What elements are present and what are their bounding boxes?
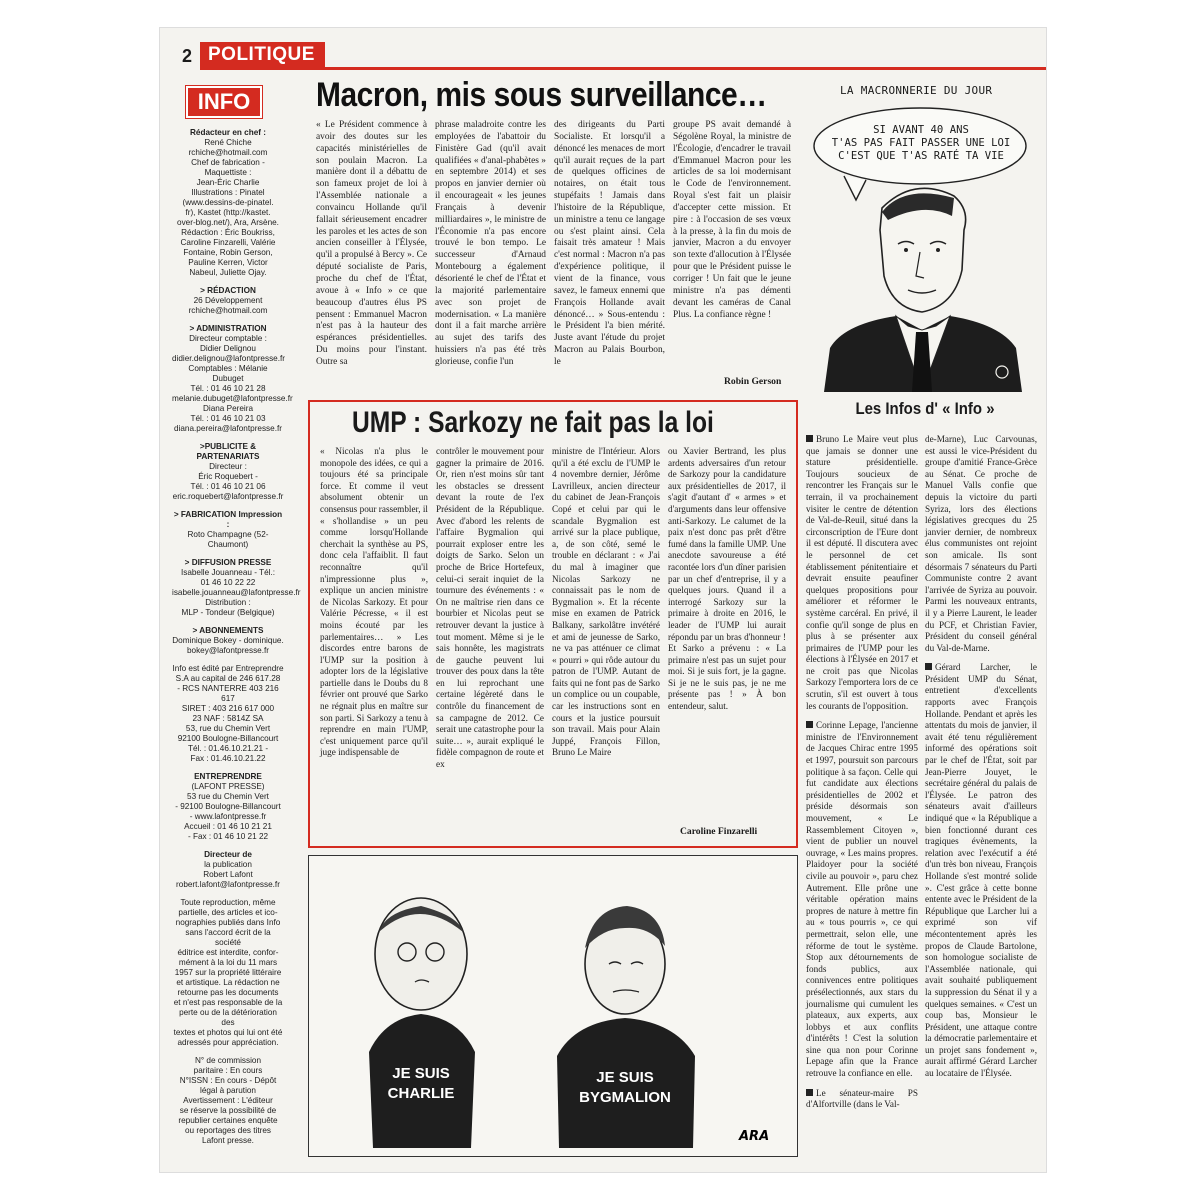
masthead-line: sans l'accord écrit de la société — [185, 928, 271, 947]
masthead-line: Comptables : Mélanie Dubuget — [188, 364, 268, 383]
masthead-line: Tél. : 01 46 10 21 03 — [190, 414, 266, 423]
masthead-line: > ABONNEMENTS — [192, 626, 264, 635]
bullet-icon — [806, 1089, 813, 1096]
masthead-line: Distribution : — [205, 598, 251, 607]
masthead-line: Maquettiste : — [204, 168, 252, 177]
masthead-line: didier.delignou@lafontpresse.fr — [172, 354, 285, 363]
masthead-line: > DIFFUSION PRESSE — [184, 558, 272, 567]
masthead-line: rchiche@hotmail.com — [188, 148, 268, 157]
masthead-line: Lafont presse. — [202, 1136, 254, 1145]
masthead-block — [172, 128, 284, 278]
charlie-bygmalion-cartoon — [308, 855, 798, 1157]
masthead-line: Nabeul, Juliette Ojay. — [189, 268, 267, 277]
right-column-title: Les Infos d' « Info » — [855, 399, 995, 418]
masthead-line: 26 Développement — [193, 296, 263, 305]
masthead-line: Éric Roquebert - — [198, 472, 258, 481]
masthead-block — [172, 898, 284, 1048]
masthead-line: ou reportages des titres — [184, 1126, 272, 1135]
masthead-line: - 92100 Boulogne-Billancourt — [175, 802, 281, 811]
masthead-line: fr), Kastet (http://kastet. — [185, 208, 271, 217]
masthead-line: Fax : 01.46.10.21.22 — [190, 754, 266, 763]
bullet-icon — [806, 435, 813, 442]
article2-title: UMP : Sarkozy ne fait pas la loi — [352, 406, 714, 439]
masthead-line: Directeur : — [209, 462, 247, 471]
masthead-line: Toute reproduction, même — [180, 898, 276, 907]
masthead-line: perte ou de la détérioration des — [179, 1008, 277, 1027]
masthead-line: (www.dessins-de-pinatel. — [182, 198, 274, 207]
masthead-line: mément à la loi du 11 mars — [178, 958, 278, 967]
masthead-line: partielle, des articles et ico- — [178, 908, 278, 917]
masthead-line: retourne pas les documents — [177, 988, 279, 997]
masthead-block — [172, 324, 293, 434]
ump-article-box — [308, 400, 798, 848]
masthead-line: 1957 sur la propriété littéraire — [174, 968, 282, 977]
shirt-right-line1: JE SUIS — [596, 1069, 654, 1086]
masthead-line: éditrice est interdite, confor- — [177, 948, 279, 957]
masthead-line: - RCS NANTERRE 403 216 617 — [177, 684, 279, 703]
masthead-line: Robert Lafont — [203, 870, 253, 879]
masthead-line: (LAFONT PRESSE) — [191, 782, 265, 791]
masthead-block — [172, 1056, 284, 1146]
masthead-line: Fontaine, Robin Gerson, — [183, 248, 273, 257]
section-rubric: POLITIQUE — [200, 42, 325, 68]
masthead-block — [172, 626, 284, 656]
masthead-sidebar — [172, 86, 301, 1154]
masthead-line: > FABRICATION Impression : — [173, 510, 283, 529]
article2-col-2: contrôler le mouvement pour gagner la primaire de 2016. Or, rien n'est moins sûr tant les obstacles se dressent devant la route de l'ex Président de la République. Avec d'abord les relents de l'affaire Bygmalion qui pourrait exploser entre les doigts de Sarko. Selon un proche de Brice Hortefeux, celui-ci serait inquiet de la tournure des événements : « On ne maîtrise rien dans ce bourbier et Nicolas peut se retrouver devant la justice à tout moment. Même si je le sais honnête, les magistrats de gauche peuvent lui trouver des poux dans la tête en lui reprochant une certaine légèreté dans le contrôle du financement de sa campagne de 2012. Ce serait une catastrophe pour la suite… », aurait expliqué le fidèle compagnon de route et ex — [436, 446, 544, 770]
masthead-line: 92100 Boulogne-Billancourt — [177, 734, 279, 743]
masthead-block — [172, 510, 284, 550]
masthead-line: bokey@lafontpresse.fr — [186, 646, 270, 655]
masthead-line: Tél. : 01.46.10.21.21 - — [187, 744, 269, 753]
masthead-line: Tél. : 01 46 10 21 28 — [190, 384, 266, 393]
masthead-line: Accueil : 01 46 10 21 21 — [184, 822, 272, 831]
masthead-line: Info est édité par Entreprendre — [172, 664, 284, 673]
masthead-line: N° de commission — [194, 1056, 262, 1065]
masthead-block — [172, 850, 284, 890]
article2-col-3: ministre de l'Intérieur. Alors qu'il a été exclu de l'UMP le 4 novembre dernier, Jérôme Lavrilleux, ancien directeur du cabinet de Jean-François Copé et celui par qui le scandale Bygmalion est arrivé sur la place publique, a, de son côté, semé le trouble en déclarant : « J'ai du mal à imaginer que Nicolas Sarkozy ne connaissait pas le nom de Bygmalion ». Et la récente mise en examen de Patrick Balkany, sarkolâtre invétéré et ami de jeunesse de Sarko, ne va pas atténuer ce climat « pourri » qui rôde autour du patron de l'UMP. Autant de faits qui ne font pas de Sarko un complice ou un coupable, car les instructions sont en cours et la justice poursuit son travail. Mais pour Alain Juppé, François Fillon, Bruno Le Maire — [552, 446, 660, 758]
masthead-line: Rédacteur en chef : — [190, 128, 266, 137]
masthead-line: paritaire : En cours — [193, 1066, 263, 1075]
masthead-line: se réserve la possibilité de — [179, 1106, 277, 1115]
masthead-line: 53, rue du Chemin Vert — [185, 724, 271, 733]
masthead-line: SIRET : 403 216 617 000 — [181, 704, 275, 713]
masthead-line: Dominique Bokey - dominique. — [172, 636, 284, 645]
shirt-left-line2: CHARLIE — [387, 1085, 455, 1102]
masthead-line: Pauline Kerren, Victor — [188, 258, 268, 267]
masthead-line: - www.lafontpresse.fr — [189, 812, 267, 821]
masthead-block — [172, 442, 284, 502]
masthead-line: Directeur comptable : — [189, 334, 267, 343]
masthead-line: Diana Pereira — [202, 404, 254, 413]
article1-col-4: groupe PS avait demandé à Ségolène Royal, la ministre de l'Écologie, d'encadrer le travail d'Emmanuel Macron pour les articles de sa loi modernisant le Code de l'environnement. Royal s'est fait un plaisir d'accepter cette mission. Et pire : à l'occasion de ses vœux à la presse, à la fin du mois de janvier, Macron a du envoyer son texte d'allocution à l'Élysée pour que le Président puisse le corriger ! Un fait que le jeune ministre n'a pas démenti devant les caméras de Canal Plus. La confiance règne ! — [673, 120, 791, 320]
bullet-icon — [925, 663, 932, 670]
masthead-line: S.A au capital de 246 617.28 — [175, 674, 281, 683]
bullet-icon — [806, 721, 813, 728]
masthead-line: robert.lafont@lafontpresse.fr — [176, 880, 280, 889]
masthead-block — [172, 286, 284, 316]
masthead-line: Rédaction : Éric Boukriss, — [181, 228, 275, 237]
article2-signature: Caroline Finzarelli — [680, 826, 758, 837]
cartoon-speech: SI AVANT 40 ANS T'AS PAS FAIT PASSER UNE LOI C'EST QUE T'AS RATÉ TA VIE — [831, 124, 1011, 163]
right-col-2: de-Marne), Luc Carvounas, est aussi le vice-Président du groupe d'amitié France-Grèce au Sénat. Ce proche de Manuel Valls confie que depuis la victoire du parti Syriza, lors des élections législatives grecques du 25 janvier dernier, de nombreux élus communistes ont rejoint son amicale. Ils sont désormais 7 sénateurs du Parti Communiste contre 2 avant l'arrivée de Syriza au pouvoir. Parmi les nouveaux entrants, il y a Pierre Laurent, le leader du PCF, et Christian Favier, Président du conseil général du Val-de-Marne. Gérard Larcher, le Président UMP du Sénat, entretient d'excellents rapports avec François Hollande. Pendant et après les attentats du mois de janvier, il avait été tenu régulièrement informé des opérations soit par le chef de l'État, soit par Jean-Pierre Jouyet, le secrétaire général du palais de l'Élysée. Le patron des sénateurs avait d'ailleurs indiqué que « la République a bien fonctionné durant ces tragiques évènements, la relation avec l'exécutif a été d'un très bon niveau, François Hollande s'est montré solide ». C'est grâce à cette bonne entente avec le Président de la République que Larcher lui a exprimé son vif mécontentement après les propos de Claude Bartolone, son homologue socialiste de l'Assemblée nationale, qui avait souhaité publiquement la suppression du Sénat il y a quelques semaines. « C'est un coup bas, Monsieur le Président, une attaque contre la démocratie parlementaire et un projet sans fondement », aurait affirmé Gérard Larcher au locataire de l'Élysée. — [925, 434, 1037, 1079]
masthead-line: légal à parution — [200, 1086, 256, 1095]
masthead-line: la publication — [204, 860, 252, 869]
article1-col-3: des dirigeants du Parti Socialiste. Et lorsqu'il a dénoncé les menaces de mort qu'il aurait reçues de la part de quelques officines de notaires, on était tous stupéfaits ! Jamais dans l'histoire de la République, un ministre a tenu ce langage ou s'est plaint ainsi. Cela faisait très amateur ! Mais c'est normal : Macron n'a pas d'expérience politique, il vient de la finance, vous savez, le fameux ennemi que François Hollande avait dénoncé… » Sous-entendu : le Président l'a bien mérité. Juste avant l'étude du projet Macron au Palais Bourbon, le — [554, 120, 665, 367]
masthead-line: diana.pereira@lafontpresse.fr — [174, 424, 282, 433]
macronnerie-cartoon — [804, 80, 1038, 392]
masthead-line: Roto Champagne (52-Chaumont) — [187, 530, 269, 549]
shirt-left-line1: JE SUIS — [392, 1065, 450, 1082]
section-rule — [200, 67, 1046, 70]
masthead-line: Illustrations : Pinatel — [191, 188, 265, 197]
masthead-line: > RÉDACTION — [200, 286, 256, 295]
article2-col-4: ou Xavier Bertrand, les plus ardents adversaires d'un retour de Sarkozy pour la candidature aux présidentielles de 2017, il s'agit d'autant d' « armes » et d'arguments dans leur offensive anti-Sarkozy. Le calumet de la paix n'est donc pas prêt d'être fumé dans la famille UMP. Une anecdote savoureuse a été racontée lors d'un dîner parisien par un chef d'entreprise, il y a quelques jours. Quand il a interrogé Sarkozy sur la primaire à droite en 2016, le leader de l'UMP lui aurait répondu par un bras d'honneur ! Et Sarko a prévenu : « La primaire n'est pas un sujet pour moi. Si je suis fort, je la gagne. Si je ne le suis pas, je ne me présente pas ! » À bon entendeur, salut. — [668, 446, 786, 712]
page-number: 2 — [182, 46, 193, 66]
masthead-line: ENTREPRENDRE — [194, 772, 262, 781]
cartoon-title: LA MACRONNERIE DU JOUR — [840, 84, 993, 97]
article1-signature: Robin Gerson — [724, 376, 782, 387]
masthead-line: Jean-Éric Charlie — [196, 178, 260, 187]
masthead-block — [172, 664, 284, 764]
right-col-1: Bruno Le Maire veut plus que jamais se donner une stature présidentielle. Toujours soucieux de rencontrer les Français sur le terrain, il va prochainement visiter le centre de détention de Val-de-Reuil, situé dans la circonscription de l'Eure dont il est député. Il discutera avec le personnel de cet établissement pénitentiaire et devrait ensuite peaufiner quelques propositions pour améliorer et réformer le système carcéral. En privé, il confie qu'il songe de plus en plus à se présenter aux primaires de l'UMP pour les élections à l'Élysée en 2017 et ne croit pas que Nicolas Sarkozy l'emportera lors de ce scrutin, s'il est ouvert à tous les courants de l'opposition. Corinne Lepage, l'ancienne ministre de l'Environnement de Jacques Chirac entre 1995 et 1997, poursuit son parcours politique à sa façon. Celle qui fut candidate aux élections présidentielles de 2002 et préside désormais son mouvement, « Le Rassemblement Citoyen », vient de publier un nouvel ouvrage, « Les mains propres. Plaidoyer pour la société civile au pouvoir », paru chez Autrement. Elle prône une véritable opération mains propres de nature à mettre fin au « tous pourris », ce qui permettrait, selon elle, une réforme de tout le système. Stop aux détournements de fonds publics, aux connivences entre politiques présélectionnés, aux stars du journalisme qui cumulent les plateaux, aux experts, aux lobbys et aux conflits d'intérêts ! C'est la solution sine qua non pour Corinne Lepage afin que la France retrouve la confiance en elle. Le sénateur-maire PS d'Alfortville (dans le Val- — [806, 434, 918, 1110]
article1-col-1: « Le Président commence à avoir des doutes sur les capacités ministérielles de son poulain Macron. La manière dont il a débattu de son fameux projet de loi à l'Assemblée nationale a convaincu Hollande qu'il fallait sérieusement encadrer les paroles et les actes de son ancien conseiller à l'Élysée, qu'il a propulsé à Bercy ». Ce député socialiste de Paris, proche du chef de l'État, avoue à « Info » ce que beaucoup d'autres élus PS pensent : Emmanuel Macron n'est pas à la hauteur des espérances présidentielles. Du moins pour l'instant. Outre sa — [316, 120, 427, 367]
newspaper-page — [160, 28, 1046, 1172]
masthead-block — [172, 558, 301, 618]
masthead-line: Tél. : 01 46 10 21 06 — [190, 482, 266, 491]
masthead-line: Isabelle Jouanneau - Tél.: — [180, 568, 276, 577]
info-logo: INFO — [186, 86, 262, 118]
masthead-line: nographies publiés dans Info — [175, 918, 281, 927]
masthead-line: et artistique. La rédaction ne — [176, 978, 280, 987]
masthead-line: > ADMINISTRATION — [189, 324, 267, 333]
masthead-line: >PUBLICITE & PARTENARIATS — [196, 442, 260, 461]
masthead-line: René Chiche — [204, 138, 252, 147]
masthead-blocks — [172, 128, 301, 1146]
shirt-right-line2: BYGMALION — [579, 1089, 671, 1106]
masthead-line: republier certaines enquête — [178, 1116, 278, 1125]
masthead-line: Caroline Finzarelli, Valérie — [180, 238, 276, 247]
masthead-line: textes et photos qui lui ont été — [173, 1028, 283, 1037]
masthead-line: MLP - Tondeur (Belgique) — [181, 608, 275, 617]
masthead-line: 01 46 10 22 22 — [200, 578, 256, 587]
article2-col-1: « Nicolas n'a plus le monopole des idées, ce qui a toujours été sa principale force. Et comme il veut absolument obtenir un consensus pour rassembler, il « s'hollandise » un peu comme lorsqu'Hollande cherchait la synthèse au PS, donc cela l'affaiblit. Il faut reconnaître qu'il n'impressionne plus », explique un ancien ministre de Nicolas Sarkozy. Et pour Valérie Pécresse, « il est moins écouté par les parlementaires… » Les discordes entre barons de l'UMP sur la position à adopter lors de la législative partielle dans le Doubs du 8 février ont prouvé que Sarko ne régnait plus en maître sur son parti. Si Sarkozy a tenu à reprendre en main l'UMP, c'est uniquement parce qu'il juge indispensable de — [320, 446, 428, 758]
masthead-line: Directeur de — [204, 850, 252, 859]
masthead-line: et n'est pas responsable de la — [173, 998, 283, 1007]
masthead-line: isabelle.jouanneau@lafontpresse.fr — [172, 588, 301, 597]
masthead-line: over-blog.net/), Ara, Arsène. — [177, 218, 279, 227]
masthead-line: N°ISSN : En cours - Dépôt — [179, 1076, 277, 1085]
masthead-line: eric.roquebert@lafontpresse.fr — [172, 492, 284, 501]
masthead-line: rchiche@hotmail.com — [188, 306, 268, 315]
artist-signature: ARA — [739, 1129, 770, 1144]
cartoon-bottom-drawing — [309, 856, 795, 1154]
masthead-line: melanie.dubuget@lafontpresse.fr — [172, 394, 293, 403]
masthead-line: Didier Delignou — [200, 344, 256, 353]
article1-col-2: phrase maladroite contre les employées de l'abattoir du Finistère Gad (qu'il avait qualifiées « d'anal-phabètes » en septembre 2014) et ses propos en janvier dernier où il encourageait « les jeunes Français à devenir milliardaires », le ministre de l'Économie n'a pas encore trouvé le bon tempo. Le successeur d'Arnaud Montebourg a également désorienté le chef de l'État et la majorité parlementaire avec son projet de modernisation. « La manière dont il a fait marche arrière au sujet des tarifs des huissiers n'a pas été très glorieuse, confie l'un — [435, 120, 546, 367]
masthead-line: - Fax : 01 46 10 21 22 — [187, 832, 269, 841]
masthead-line: Avertissement : L'éditeur — [183, 1096, 273, 1105]
masthead-line: Chef de fabrication - — [191, 158, 265, 167]
masthead-line: 53 rue du Chemin Vert — [187, 792, 269, 801]
article1-title: Macron, mis sous surveillance… — [316, 76, 767, 114]
masthead-line: adressés pour appréciation. — [177, 1038, 279, 1047]
masthead-block — [172, 772, 284, 842]
masthead-line: 23 NAF : 5814Z SA — [192, 714, 264, 723]
